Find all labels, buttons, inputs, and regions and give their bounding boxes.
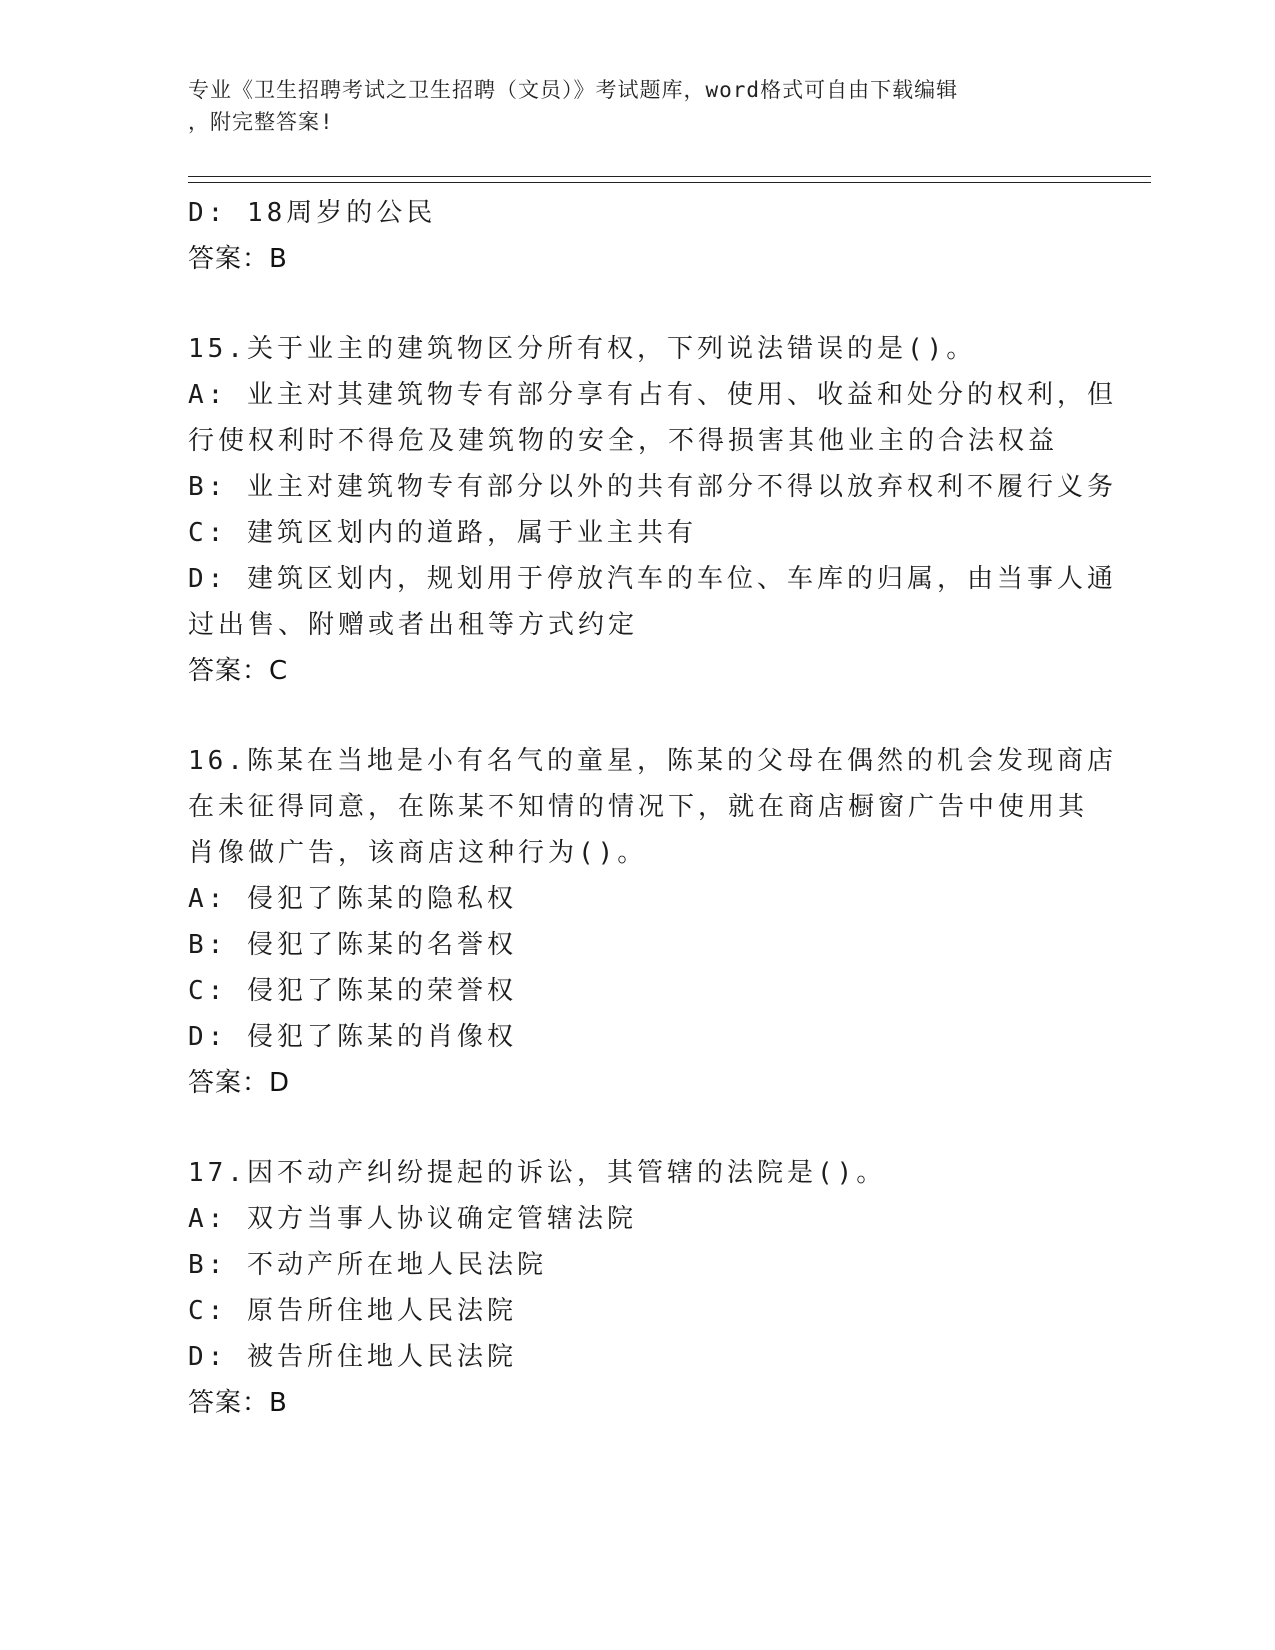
option-c: C: 建筑区划内的道路，属于业主共有 <box>188 518 697 548</box>
answer-label: 答案：C <box>188 656 289 686</box>
answer-label: 答案：B <box>188 1388 288 1418</box>
question-list <box>188 190 1117 1426</box>
answer-label: 答案：D <box>188 1068 291 1098</box>
header-line-1: 专业《卫生招聘考试之卫生招聘（文员）》考试题库，word格式可自由下载编辑 <box>188 78 959 102</box>
spacer <box>188 282 1088 326</box>
spacer <box>188 1106 1088 1150</box>
header-line-2: ，附完整答案! <box>188 110 334 134</box>
option-a-cont: 行使权利时不得危及建筑物的安全，不得损害其他业主的合法权益 <box>188 426 1059 456</box>
option-c: C: 原告所住地人民法院 <box>188 1296 517 1326</box>
spacer <box>188 694 1088 738</box>
option-a: A: 双方当事人协议确定管辖法院 <box>188 1204 637 1234</box>
question-stem-16: 16.陈某在当地是小有名气的童星，陈某的父母在偶然的机会发现商店 <box>188 746 1117 776</box>
question-stem-16-cont: 肖像做广告，该商店这种行为()。 <box>188 838 648 868</box>
option-d: D: 被告所住地人民法院 <box>188 1342 517 1372</box>
header-divider-bottom <box>188 182 1151 183</box>
option-d-cont: 过出售、附赠或者出租等方式约定 <box>188 610 639 640</box>
option-b: B: 业主对建筑物专有部分以外的共有部分不得以放弃权利不履行义务 <box>188 472 1117 502</box>
option-d: D: 侵犯了陈某的肖像权 <box>188 1022 517 1052</box>
document-header <box>188 74 1068 138</box>
option-c: C: 侵犯了陈某的荣誉权 <box>188 976 517 1006</box>
question-stem-15: 15.关于业主的建筑物区分所有权，下列说法错误的是()。 <box>188 334 977 364</box>
option-a: A: 业主对其建筑物专有部分享有占有、使用、收益和处分的权利，但 <box>188 380 1117 410</box>
option-b: B: 不动产所在地人民法院 <box>188 1250 547 1280</box>
header-divider-top <box>188 176 1151 177</box>
option-a: A: 侵犯了陈某的隐私权 <box>188 884 517 914</box>
option-b: B: 侵犯了陈某的名誉权 <box>188 930 517 960</box>
option-d: D: 建筑区划内，规划用于停放汽车的车位、车库的归属，由当事人通 <box>188 564 1117 594</box>
question-stem-17: 17.因不动产纠纷提起的诉讼，其管辖的法院是()。 <box>188 1158 887 1188</box>
option-d-continued: D: 18周岁的公民 <box>188 198 437 228</box>
question-stem-16-cont: 在未征得同意，在陈某不知情的情况下，就在商店橱窗广告中使用其 <box>188 792 1089 822</box>
answer-label: 答案：B <box>188 244 288 274</box>
